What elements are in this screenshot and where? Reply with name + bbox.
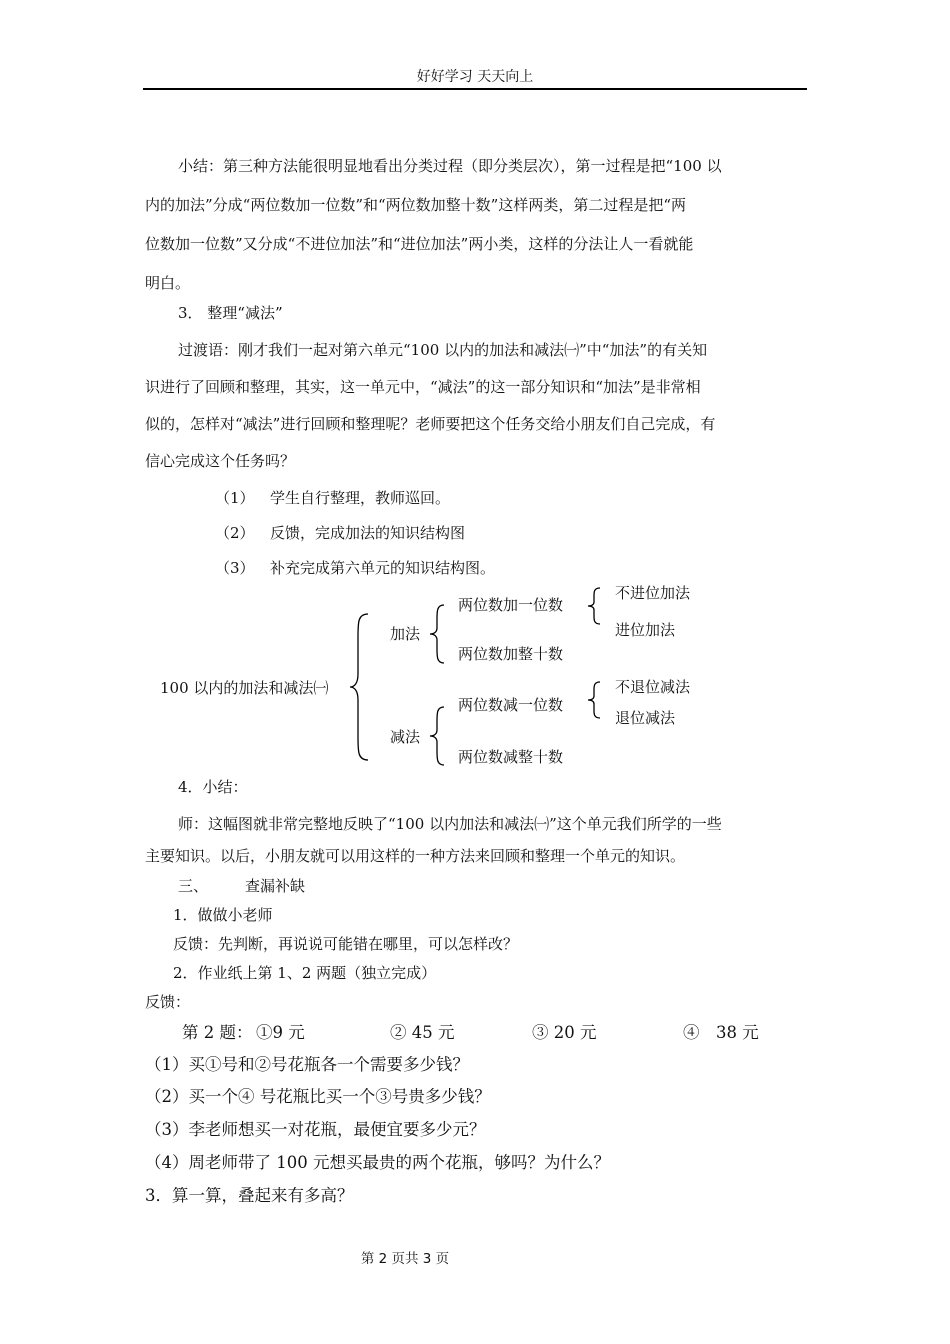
question2-price-4: ④ 38 元 <box>683 1023 759 1042</box>
diagram-subtraction-child-2: 退位减法 <box>615 709 676 727</box>
diagram-subtraction-sub1-brace <box>588 680 602 720</box>
question2-sub-2: （2）买一个④ 号花瓶比买一个③号贵多少钱？ <box>145 1087 491 1106</box>
question2-label: 第 2 题： <box>182 1023 253 1042</box>
section4-line-2: 主要知识。以后，小朋友就可以用这样的一种方法来回顾和整理一个单元的知识。 <box>145 847 686 865</box>
step-2-text: 反馈，完成加法的知识结构图 <box>270 524 466 542</box>
header-rule <box>143 88 807 90</box>
item-3: 3．算一算，叠起来有多高？ <box>145 1186 354 1205</box>
diagram-addition-brace <box>430 603 446 665</box>
part3-item-1: 1．做做小老师 <box>173 906 273 924</box>
part3-item-2: 2．作业纸上第 1、2 两题（独立完成） <box>173 964 437 982</box>
diagram-subtraction-sub1: 两位数减一位数 <box>458 696 564 714</box>
summary-line-3: 位数加一位数”又分成“不进位加法”和“进位加法”两小类，这样的分法让人一看就能 <box>145 235 694 253</box>
diagram-root: 100 以内的加法和减法㈠ <box>160 679 329 697</box>
transition-line-3: 似的，怎样对“减法”进行回顾和整理呢？老师要把这个任务交给小朋友们自己完成，有 <box>145 415 716 433</box>
diagram-addition-sub2: 两位数加整十数 <box>458 645 564 663</box>
part3-feedback-1: 反馈：先判断，再说说可能错在哪里，可以怎样改？ <box>173 935 519 953</box>
transition-line-4: 信心完成这个任务吗？ <box>145 452 296 470</box>
diagram-addition-sub1: 两位数加一位数 <box>458 596 564 614</box>
diagram-addition-child-1: 不进位加法 <box>615 584 691 602</box>
diagram-subtraction-brace <box>430 705 446 767</box>
step-3-number: （3） <box>215 559 255 577</box>
part3-heading-number: 三、 <box>178 877 209 895</box>
question2-price-2: ② 45 元 <box>390 1023 455 1042</box>
diagram-subtraction-sub2: 两位数减整十数 <box>458 748 564 766</box>
page-footer: 第 2 页共 3 页 <box>360 1251 450 1267</box>
diagram-subtraction-child-1: 不退位减法 <box>615 678 691 696</box>
diagram-addition-child-2: 进位加法 <box>615 621 676 639</box>
step-2-number: （2） <box>215 524 255 542</box>
section3-heading: 3． 整理“减法” <box>178 304 283 322</box>
diagram-main-brace <box>350 612 370 762</box>
section4-line-1: 师：这幅图就非常完整地反映了“100 以内加法和减法㈠”这个单元我们所学的一些 <box>178 815 722 833</box>
step-1-text: 学生自行整理，教师巡回。 <box>270 489 451 507</box>
question2-sub-4: （4）周老师带了 100 元想买最贵的两个花瓶，够吗？为什么？ <box>145 1153 610 1172</box>
transition-line-2: 识进行了回顾和整理，其实，这一单元中，“减法”的这一部分知识和“加法”是非常相 <box>145 378 701 396</box>
transition-line-1: 过渡语：刚才我们一起对第六单元“100 以内的加法和减法㈠”中“加法”的有关知 <box>178 341 708 359</box>
summary-line-2: 内的加法”分成“两位数加一位数”和“两位数加整十数”这样两类，第二过程是把“两 <box>145 196 687 214</box>
part3-feedback-2: 反馈： <box>145 993 191 1011</box>
question2-price-1: ①9 元 <box>256 1023 305 1042</box>
step-1-number: （1） <box>215 489 255 507</box>
question2-sub-3: （3）李老师想买一对花瓶，最便宜要多少元？ <box>145 1120 486 1139</box>
section4-heading: 4．小结： <box>178 778 248 796</box>
summary-line-4: 明白。 <box>145 274 191 292</box>
diagram-subtraction-label: 减法 <box>390 728 421 746</box>
question2-sub-1: （1）买①号和②号花瓶各一个需要多少钱？ <box>145 1055 469 1074</box>
question2-price-3: ③ 20 元 <box>532 1023 597 1042</box>
step-3-text: 补充完成第六单元的知识结构图。 <box>270 559 496 577</box>
page-header: 好好学习 天天向上 <box>416 69 534 85</box>
part3-heading-text: 查漏补缺 <box>245 877 306 895</box>
diagram-addition-sub1-brace <box>588 586 602 626</box>
summary-line-1: 小结：第三种方法能很明显地看出分类过程（即分类层次），第一过程是把“100 以 <box>178 157 722 175</box>
diagram-addition-label: 加法 <box>390 625 421 643</box>
